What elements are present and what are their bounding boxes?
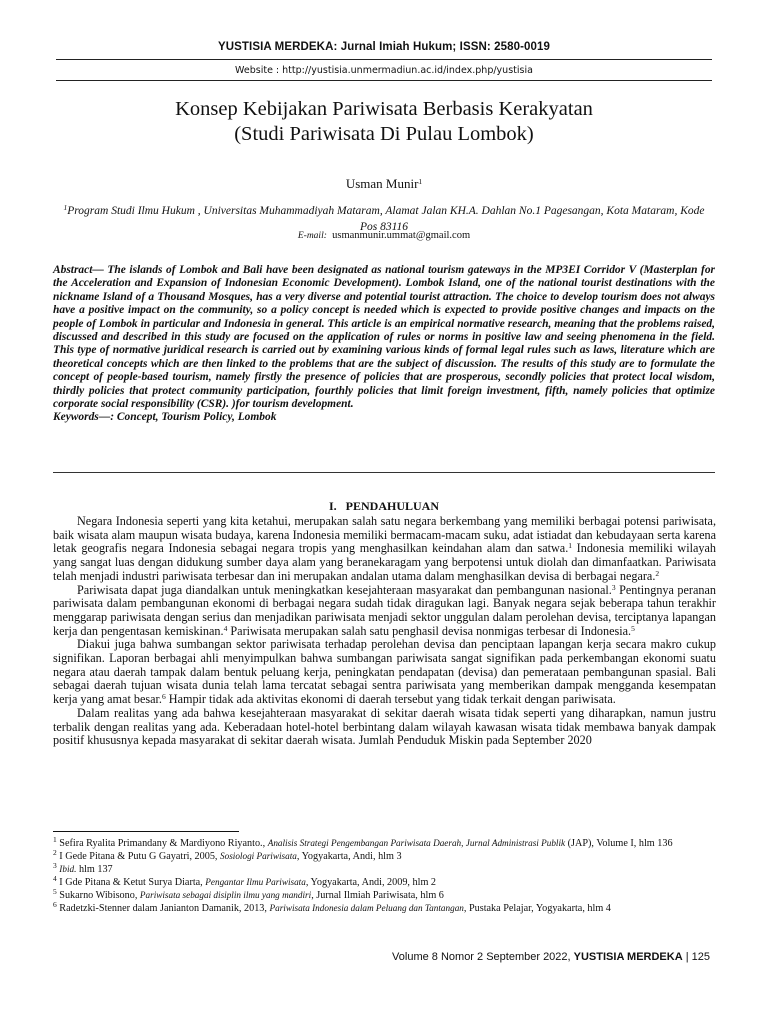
author xyxy=(60,176,708,192)
article-title xyxy=(60,97,708,147)
footnotes xyxy=(53,837,716,916)
paragraph-2: Pariwisata dapat juga diandalkan untuk meningkatkan kesejahteraan masyarakat dan pembangunan nasional.$^3$ Pentingnya peranan pariwisata dalam pembangunan ekonomi di berbagai negara sudah tidak diragukan lagi. Banyak negara sejak beberapa tahun terakhir menggarap pariwisata dengan serius dan menjadikan pariwisata menjadi sektor unggulan dalam perolehan devisa, terciptanya lapangan kerja dan pengentasan kemiskinan.$^4$ Pariwisata merupakan salah satu penghasil devisa nonmigas terbesar di Indonesia.$^5$ xyxy=(53,582,716,638)
footnote-item: $^5$ Sukarno Wibisono, Pariwisata sebagai disiplin ilmu yang mandiri, Jurnal Ilmiah Pariwisata, hlm 6 xyxy=(53,887,444,902)
footnote-ref-3[interactable]: 3 xyxy=(611,582,616,592)
affiliation-text: Program Studi Ilmu Hukum , Universitas Muhammadiyah Mataram, Alamat Jalan KH.A. Dahlan No.1 Pagesangan, Kota Mataram, Kode Pos 83116 xyxy=(67,205,705,233)
page-number: 125 xyxy=(691,951,710,963)
page-footer xyxy=(392,951,710,963)
author-sup: 1 xyxy=(418,177,423,186)
keywords: Concept, Tourism Policy, Lombok xyxy=(116,411,277,424)
abstract-label: Abstract— xyxy=(53,264,104,276)
abstract xyxy=(53,264,715,425)
footnote-ref-6[interactable]: 6 xyxy=(161,692,166,702)
section-heading xyxy=(0,499,768,514)
journal-header: YUSTISIA MERDEKA: Jurnal Imiah Hukum; ISSN: 2580-0019 xyxy=(217,41,551,53)
footnote-rule xyxy=(53,831,239,832)
footnote-item: $^2$ I Gede Pitana & Putu G Gayatri, 2005, Sosiologi Pariwisata, Yogyakarta, Andi, hlm 3 xyxy=(53,848,402,863)
section-number: I. xyxy=(328,499,337,513)
affiliation-sup: 1 xyxy=(63,203,68,212)
footer-volume: Volume 8 Nomor 2 September 2022, xyxy=(392,951,574,963)
footer-separator: | xyxy=(682,951,692,963)
header-rule xyxy=(56,59,712,60)
website-line: Website : http://yustisia.unmermadiun.ac.id/index.php/yustisia xyxy=(235,65,533,76)
footnote-item: $^4$ I Gde Pitana & Ketut Surya Diarta, Pengantar Ilmu Pariwisata, Yogyakarta, Andi, 2009, hlm 2 xyxy=(53,874,437,889)
email-label: E-mail: xyxy=(297,231,327,241)
author-name: Usman Munir xyxy=(345,176,419,191)
paragraph-1: Negara Indonesia seperti yang kita ketahui, merupakan salah satu negara berkembang yang memiliki berbagai potensi pariwisata, baik wisata alam maupun wisata budaya, karena Indonesia memiliki bermacam-macam suku, adat istiadat dan kebudayaan serta karena letak geografis negara Indonesia sebagai negara tropis yang menghasilkan keindahan alam dan satwa.$^1$ Indonesia memiliki wilayah yang sangat luas dengan didukung sumber daya alam yang beranekaragam yang berpotensi untuk diolah dan dimanfaatkan. Pariwisata telah menjadi industri pariwisata terbesar dan ini merupakan andalan utama dalam menghasilkan devisa di berbagai negara.$^2$ xyxy=(53,514,716,583)
abstract-text: The islands of Lombok and Bali have been designated as national tourism gateways in the MP3EI Corridor V (Masterplan for the Acceleration and Expansion of Indonesian Economic Development). Lombok Island, one of the national tourist destinations with the nickname Island of a Thousand Mosques, has a very diverse and potential tourist attraction. The choice to develop tourism does not always have a positive impact on the community, so a policy concept is needed which is expected to provide positive changes and impacts on the people of Lombok in particular and Indonesia in general. This article is an empirical normative research, meaning that the problems raised, discussed and described in this study are focused on the application of rules or norms in positive law and seeing phenomena in the field. This type of normative juridical research is carried out by examining various kinds of formal legal rules such as laws, literature which are theoretical concepts which are then linked to the problems that are the subject of discussion. The results of this study are to formulate the concept of people-based tourism, namely firstly the presence of policies that are prosperous, secondly policies that protect local wisdom, thirdly policies that protect community participation, fourthly policies that limit foreign investment, fifth, namely policies that optimize corporate social responsibility (CSR). )for tourism development. xyxy=(53,264,715,411)
footnote-ref-5[interactable]: 5 xyxy=(631,623,635,633)
footnote-item: $^3$ Ibid. hlm 137 xyxy=(53,861,113,876)
footnote-ref-4[interactable]: 4 xyxy=(223,623,228,633)
footnote-ref-1[interactable]: 1 xyxy=(568,541,573,551)
section-divider xyxy=(53,472,715,473)
paragraph-4: Dalam realitas yang ada bahwa kesejahteraan masyarakat di sekitar daerah wisata tidak seperti yang diharapkan, namun justru terbalik dengan realitas yang ada. Keberadaan hotel-hotel berbintang dalam wilayah kawasan wisata tidak membawa banyak dampak positif khususnya kepada masyarakat di sekitar daerah wisata. Jumlah Penduduk Miskin pada September 2020 xyxy=(53,705,716,748)
footer-journal: YUSTISIA MERDEKA xyxy=(573,951,683,963)
body-text xyxy=(53,515,716,748)
email-address[interactable]: usmanmunir.ummat@gmail.com xyxy=(332,230,471,241)
footnote-item: $^6$ Radetzki-Stenner dalam Janianton Damanik, 2013, Pariwisata Indonesia dalam Peluang dan Tantangan, Pustaka Pelajar, Yogyakarta, hlm 4 xyxy=(53,900,611,915)
title-line-2: (Studi Pariwisata Di Pulau Lombok) xyxy=(234,123,534,145)
title-line-1: Konsep Kebijakan Pariwisata Berbasis Kerakyatan xyxy=(175,98,593,120)
email-line xyxy=(60,230,708,241)
section-title: PENDAHULUAN xyxy=(345,499,439,513)
footnote-item: $^1$ Sefira Ryalita Primandany & Mardiyono Riyanto., Analisis Strategi Pengembangan Pariwisata Daerah, Jurnal Administrasi Publik (JAP), Volume I, hlm 136 xyxy=(53,835,673,849)
paragraph-3: Diakui juga bahwa sumbangan sektor pariwisata terhadap perolehan devisa dan penciptaan lapangan kerja secara makro cukup signifikan. Laporan berbagai ahli menyimpulkan bahwa sumbangan pariwisata sangat signifikan pada perkembangan ekonomi suatu negara atau daerah tampak dalam bentuk peluang kerja, peningkatan pendapatan (devisa) dan pemerataan pembangunan spasial. Bali sebagai daerah tujuan wisata dunia telah lama tercatat sebagai sentra pariwisata yang memberikan dampak mengganda kesempatan kerja yang amat besar.$^6$ Hampir tidak ada aktivitas ekonomi di daerah tersebut yang tidak terkait dengan pariwisata. xyxy=(53,637,716,707)
keywords-label: Keywords—: xyxy=(53,411,114,424)
header-rule-lower xyxy=(56,80,712,81)
footnote-ref-2[interactable]: 2 xyxy=(655,568,660,578)
